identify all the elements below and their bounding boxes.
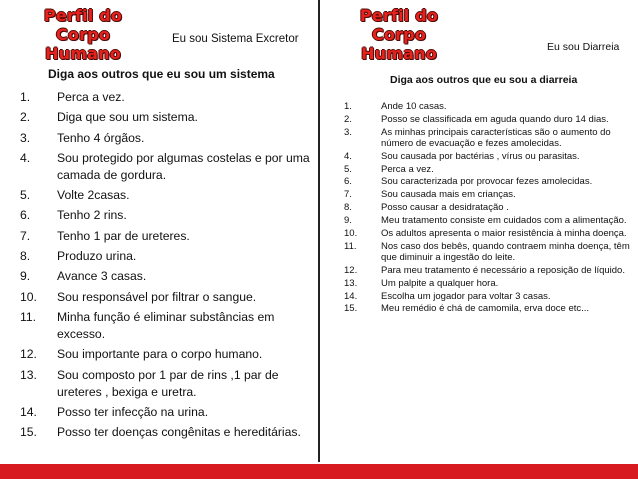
item-text: Os adultos apresenta o maior resistência à minha doença. bbox=[381, 228, 627, 240]
list-item bbox=[20, 404, 310, 421]
item-number: 6. bbox=[344, 176, 352, 188]
list-item bbox=[20, 150, 310, 184]
item-number: 13. bbox=[344, 277, 358, 289]
perfil-logo bbox=[334, 6, 464, 63]
list-item bbox=[20, 109, 310, 126]
list-item bbox=[20, 309, 310, 343]
item-text: Sou caracterizada por provocar fezes amolecidas. bbox=[381, 176, 593, 188]
item-text: Posso ter infecção na urina. bbox=[57, 404, 209, 419]
logo-line-1: Perfil do bbox=[359, 6, 439, 25]
item-text: Posso se classificada em aguda quando duro 14 dias. bbox=[381, 113, 609, 125]
item-text: Meu tratamento consiste em cuidados com a alimentação. bbox=[381, 215, 627, 227]
list-item bbox=[20, 187, 310, 204]
card-identity: Eu sou Sistema Excretor bbox=[172, 33, 299, 45]
item-number: 4. bbox=[344, 150, 352, 162]
list-item bbox=[344, 241, 636, 263]
item-number: 5. bbox=[344, 163, 352, 175]
item-number: 9. bbox=[344, 215, 352, 227]
list-item bbox=[344, 151, 636, 162]
item-number: 13. bbox=[20, 367, 37, 382]
item-text: As minhas principais características são o aumento do número de evacuação e fezes amolecidas. bbox=[381, 126, 611, 149]
list-item bbox=[344, 164, 636, 175]
item-text: Tenho 4 órgãos. bbox=[57, 130, 145, 145]
item-text: Sou causada mais em crianças. bbox=[381, 189, 516, 201]
logo-line-2: Corpo Humano bbox=[361, 25, 437, 63]
item-number: 15. bbox=[344, 303, 358, 315]
item-text: Um palpite a qualquer hora. bbox=[381, 277, 499, 289]
item-number: 1. bbox=[344, 101, 352, 112]
item-text: Sou protegido por algumas costelas e por uma camada de gordura. bbox=[57, 150, 310, 182]
list-item bbox=[344, 228, 636, 239]
item-text: Sou composto por 1 par de rins ,1 par de ureteres , bexiga e uretra. bbox=[57, 367, 279, 399]
item-number: 15. bbox=[20, 425, 37, 440]
card-diarreia bbox=[320, 0, 638, 462]
list-item bbox=[344, 202, 636, 213]
list-item bbox=[344, 189, 636, 200]
clue-list bbox=[20, 89, 310, 444]
item-number: 8. bbox=[20, 249, 31, 264]
list-item bbox=[344, 291, 636, 302]
card-identity: Eu sou Diarreia bbox=[547, 41, 620, 53]
item-number: 8. bbox=[344, 202, 352, 214]
item-text: Meu remédio é chá de camomila, erva doce etc... bbox=[381, 303, 590, 315]
list-item bbox=[344, 101, 636, 112]
item-text: Sou causada por bactérias , vírus ou parasitas. bbox=[381, 150, 580, 162]
item-number: 10. bbox=[20, 289, 37, 304]
item-number: 7. bbox=[20, 228, 31, 243]
item-number: 9. bbox=[20, 269, 31, 284]
item-text: Sou importante para o corpo humano. bbox=[57, 347, 263, 362]
list-item bbox=[20, 248, 310, 265]
item-text: Perca a vez. bbox=[57, 90, 125, 104]
list-item bbox=[20, 289, 310, 306]
item-number: 10. bbox=[344, 228, 358, 240]
list-item bbox=[344, 127, 636, 149]
list-item bbox=[344, 114, 636, 125]
list-item bbox=[344, 215, 636, 226]
item-number: 2. bbox=[344, 113, 352, 125]
item-text: Nos caso dos bebês, quando contraem minha doença, têm que diminuir a ingestão do leite. bbox=[381, 240, 630, 263]
item-number: 12. bbox=[344, 264, 358, 276]
item-number: 11. bbox=[20, 309, 37, 324]
item-number: 2. bbox=[20, 110, 31, 125]
item-number: 5. bbox=[20, 188, 31, 203]
item-text: Posso causar a desidratação . bbox=[381, 202, 509, 214]
list-item bbox=[344, 303, 636, 314]
item-number: 1. bbox=[20, 90, 31, 104]
list-item bbox=[344, 176, 636, 187]
list-item bbox=[344, 278, 636, 289]
list-item bbox=[20, 130, 310, 147]
list-item bbox=[344, 265, 636, 276]
card-instruction: Diga aos outros que eu sou a diarreia bbox=[390, 74, 578, 86]
list-item bbox=[20, 424, 310, 441]
item-text: Para meu tratamento é necessário a reposição de líquido. bbox=[381, 264, 625, 276]
item-text: Posso ter doenças congênitas e hereditárias. bbox=[57, 425, 301, 440]
perfil-logo bbox=[18, 6, 148, 63]
item-number: 14. bbox=[344, 290, 358, 302]
item-number: 14. bbox=[20, 404, 37, 419]
item-text: Tenho 1 par de ureteres. bbox=[57, 228, 190, 243]
item-text: Avance 3 casas. bbox=[57, 269, 147, 284]
list-item bbox=[20, 268, 310, 285]
item-text: Volte 2casas. bbox=[57, 188, 130, 203]
item-text: Produzo urina. bbox=[57, 249, 137, 264]
item-number: 4. bbox=[20, 150, 31, 165]
item-number: 6. bbox=[20, 208, 31, 223]
list-item bbox=[20, 207, 310, 224]
list-item bbox=[20, 346, 310, 363]
logo-line-1: Perfil do bbox=[43, 6, 123, 25]
card-sistema-excretor bbox=[0, 0, 318, 462]
item-text: Diga que sou um sistema. bbox=[57, 110, 198, 125]
item-number: 11. bbox=[344, 240, 357, 252]
footer-bar bbox=[0, 464, 638, 479]
list-item bbox=[20, 228, 310, 245]
item-text: Ande 10 casas. bbox=[381, 101, 447, 112]
item-number: 7. bbox=[344, 189, 352, 201]
item-number: 3. bbox=[20, 130, 31, 145]
item-text: Tenho 2 rins. bbox=[57, 208, 127, 223]
item-text: Perca a vez. bbox=[381, 163, 434, 175]
item-number: 3. bbox=[344, 126, 352, 138]
clue-list bbox=[344, 101, 636, 316]
item-text: Escolha um jogador para voltar 3 casas. bbox=[381, 290, 551, 302]
item-number: 12. bbox=[20, 347, 37, 362]
list-item bbox=[20, 367, 310, 401]
item-text: Minha função é eliminar substâncias em excesso. bbox=[57, 309, 275, 341]
logo-line-2: Corpo Humano bbox=[45, 25, 121, 63]
list-item bbox=[20, 89, 310, 106]
card-instruction: Diga aos outros que eu sou um sistema bbox=[48, 67, 275, 81]
item-text: Sou responsável por filtrar o sangue. bbox=[57, 289, 257, 304]
